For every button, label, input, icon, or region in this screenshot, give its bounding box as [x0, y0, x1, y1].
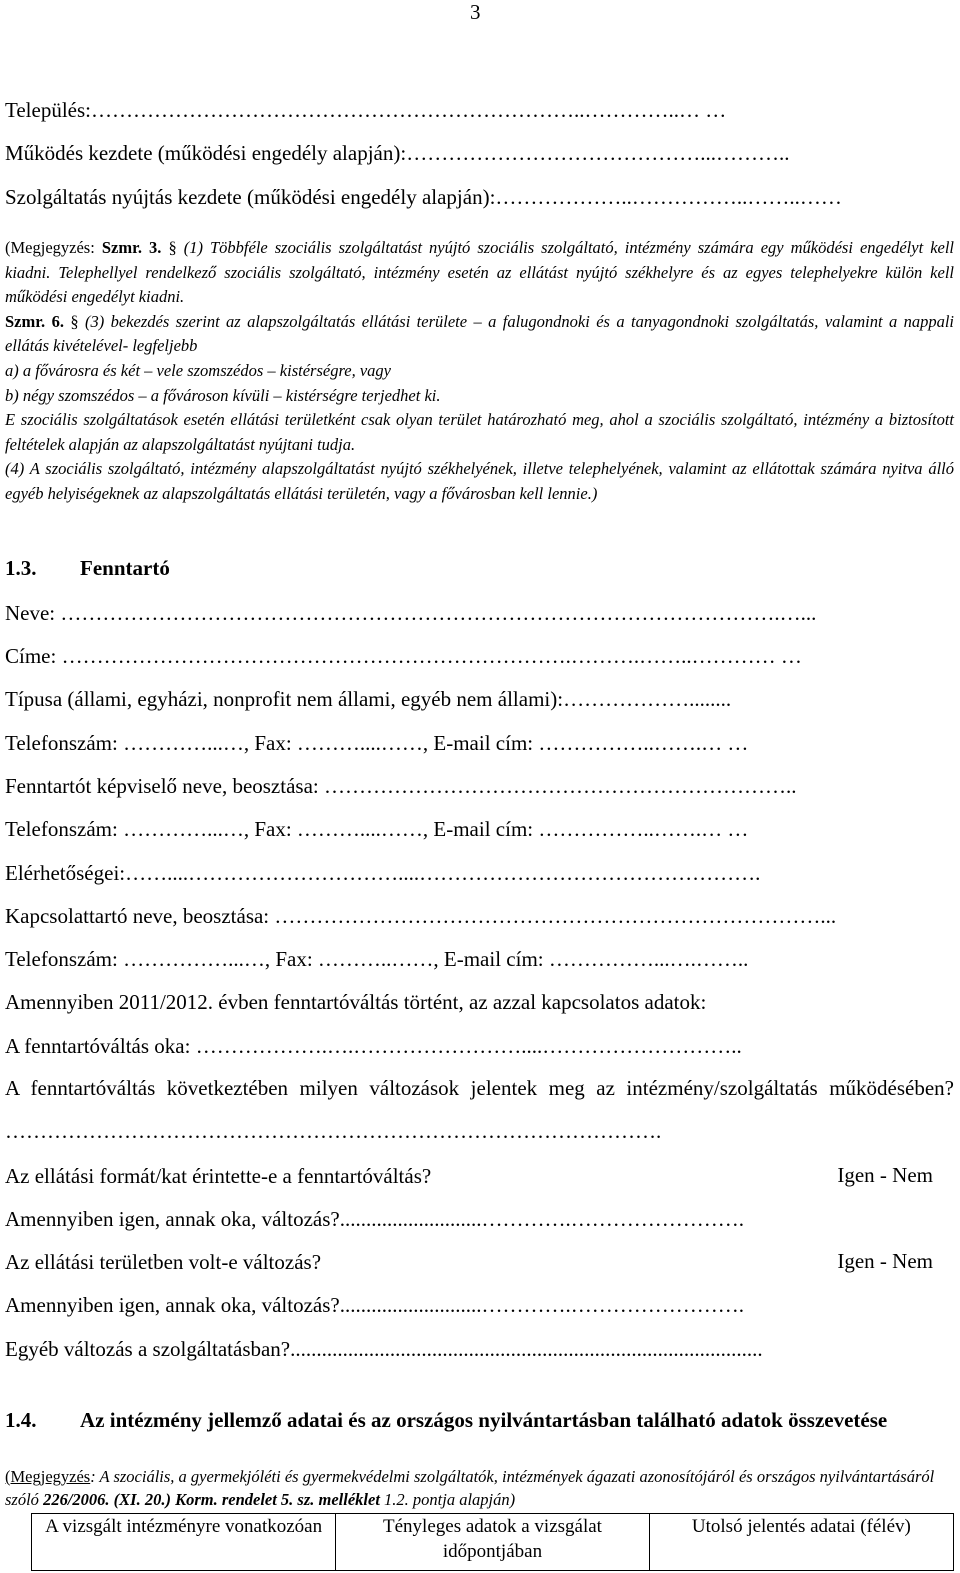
note-reference: 226/2006. (XI. 20.) Korm. rendelet 5. sz. melléklet: [43, 1490, 380, 1509]
field-mukodes-kezdete: Működés kezdete (működési engedély alapján):……………………………………...………..: [5, 141, 790, 165]
note-item-b: b) négy szomszédos – a fővároson kívüli – kistérségre terjedhet ki.: [5, 385, 441, 405]
question-reason-2: Amennyiben igen, annak oka, változás?...........................………….…………………….: [5, 1293, 744, 1317]
field-tipusa: Típusa (állami, egyházi, nonprofit nem állami, egyéb nem állami):………………........: [5, 687, 732, 711]
question-other: Egyéb változás a szolgáltatásban?..........................................................................................: [5, 1337, 763, 1361]
note-para-3: E szociális szolgáltatások esetén ellátási területként csak olyan terület határozható meg, ahol a szociális szolgáltató, intézmény a biztosított feltételek alapján az alapszolgáltatást nyújtani tudja.: [5, 410, 954, 454]
field-telefon-2: Telefonszám: …………...…, Fax: ………....……, E-mail cím: ……………..…….… …: [5, 817, 749, 841]
question-ellatasi-terulet: Az ellátási területben volt-e változás?: [5, 1250, 322, 1274]
section-number: 1.3.: [5, 556, 37, 580]
table-header-cell: Utolsó jelentés adatai (félév): [649, 1514, 953, 1571]
section-number: 1.4.: [5, 1408, 37, 1432]
field-neve: Neve: ………………………………………………………………………………………….…...: [5, 601, 817, 625]
field-szolgaltatas-kezdete: Szolgáltatás nyújtás kezdete (működési engedély alapján):………………..……………..……..……: [5, 185, 842, 209]
legal-note-2: [5, 1465, 954, 1511]
table-header-cell: A vizsgált intézményre vonatkozóan: [32, 1514, 336, 1571]
field-telefon-3: Telefonszám: ……………...…, Fax: ………..……, E-mail cím: ……………...….……..: [5, 947, 749, 971]
question-changes: A fenntartóváltás következtében milyen változások jelentek meg az intézmény/szolgáltatás működésében? ………………………………………………………………………………….: [5, 1076, 954, 1143]
note-szmr3: Szmr. 3.: [101, 238, 162, 257]
note-text: : A szociális, a gyermekjóléti és gyermekvédelmi szolgáltatók, intézmények ágazati azonosítójáról és országos nyilvántartásáról szóló: [5, 1467, 935, 1509]
field-elerhetosegei: Elérhetőségei:……....…………………………....………………………………………….: [5, 861, 761, 885]
question-ellatasi-forma: Az ellátási formát/kat érintette-e a fenntartóváltás?: [5, 1164, 432, 1188]
field-kapcsolattarto: Kapcsolattartó neve, beosztása: ……………………………………………………………………...: [5, 904, 837, 928]
comparison-table: [31, 1513, 954, 1571]
note-label: (Megjegyzés:: [5, 238, 95, 257]
table-header-cell: Tényleges adatok a vizsgálat időpontjában: [336, 1514, 649, 1571]
field-cime: Címe: ……………………………………………………………….……….……..………… …: [5, 644, 802, 668]
note-tail: 1.2. pontja alapján): [379, 1490, 516, 1509]
field-telefon-1: Telefonszám: …………...…, Fax: ………....……, E-mail cím: ……………..…….… …: [5, 731, 749, 755]
section-sign-icon: §: [70, 311, 79, 331]
note-item-a: a) a fővárosra és két – vele szomszédos – kistérségre, vagy: [5, 360, 391, 380]
note-para-4: (4) A szociális szolgáltató, intézmény alapszolgáltatást nyújtó székhelyének, illetve telephelyének, valamint az ellátottak számára nyitva álló egyéb helyiségeknek az alapszolgáltatás ellátási területén, vagy a fővárosban kell lennie.): [5, 459, 954, 503]
field-kepviselo: Fenntartót képviselő neve, beosztása: …………………………………………………………..: [5, 774, 797, 798]
field-fenntartovaltas-oka: A fenntartóváltás oka: ……………….….……………………....………………………..: [5, 1034, 742, 1058]
section-sign-icon: §: [168, 238, 177, 257]
yes-no-2: Igen - Nem: [837, 1249, 933, 1273]
section-title: Az intézmény jellemző adatai és az országos nyilvántartásban található adatok összevetése: [80, 1408, 888, 1432]
legal-note-1: [5, 236, 954, 507]
field-telepules: Település:……………………………………………………………..…………..… …: [5, 98, 727, 122]
note-text-2: (3) bekezdés szerint az alapszolgáltatás ellátási területe – a falugondnoki és a tanyagondnoki szolgáltatás, valamint a nappali ellátás kivételével- legfeljebb: [5, 311, 955, 356]
yes-no-1: Igen - Nem: [837, 1163, 933, 1187]
section-1-3-heading: [5, 556, 170, 581]
fenntartovaltas-intro: Amennyiben 2011/2012. évben fenntartóváltás történt, az azzal kapcsolatos adatok:: [5, 990, 707, 1014]
page-number: 3: [470, 0, 481, 24]
question-reason-1: Amennyiben igen, annak oka, változás?...........................………….…………………….: [5, 1207, 744, 1231]
section-title: Fenntartó: [80, 556, 170, 580]
section-1-4-heading: [5, 1406, 954, 1435]
table-header-row: [32, 1514, 954, 1571]
note-label: (Megjegyzés: [5, 1467, 91, 1486]
note-text-1: (1) Többféle szociális szolgáltatást nyújtó szociális szolgáltató, intézmény számára egy működési engedélyt kell kiadni. Telephellyel rendelkező szociális szolgáltató, intézmény esetén az ellátást nyújtó székhelyre és az egyes telephelyekre külön kell működési engedélyt kiadni.: [5, 238, 955, 307]
note-szmr6: Szmr. 6.: [5, 311, 64, 331]
